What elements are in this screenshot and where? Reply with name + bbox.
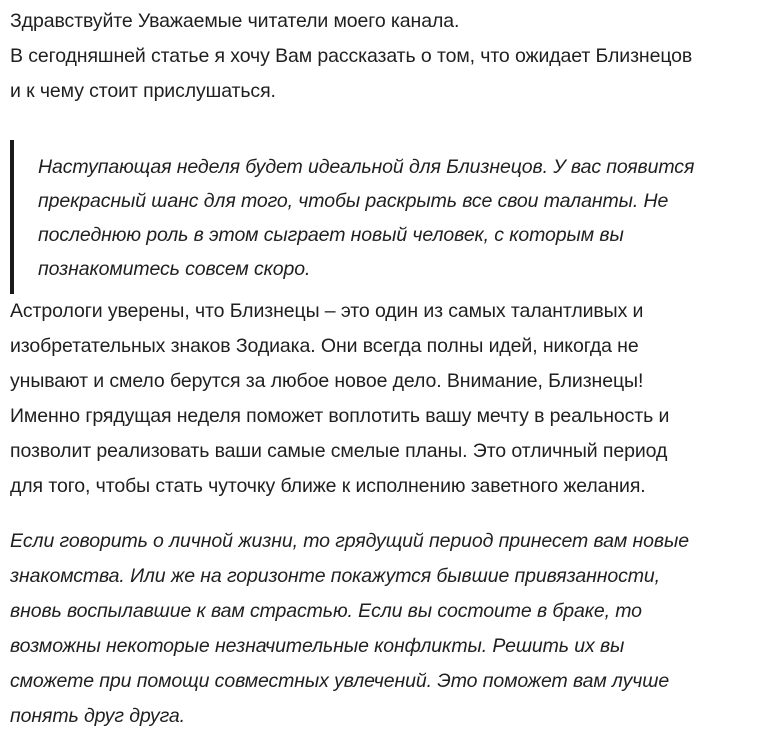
text-line: знакомства. Или же на горизонте покажутся бывшие привязанности, bbox=[10, 565, 660, 587]
paragraph-astrologers bbox=[10, 294, 770, 504]
text-line: Здравствуйте Уважаемые читатели моего канала. bbox=[10, 10, 460, 32]
intro-paragraph bbox=[10, 4, 770, 109]
text-line: унывают и смело берутся за любое новое дело. Внимание, Близнецы! bbox=[10, 370, 644, 392]
text-line: для того, чтобы стать чуточку ближе к исполнению заветного желания. bbox=[10, 475, 646, 497]
text-line: позволит реализовать ваши самые смелые планы. Это отличный период bbox=[10, 440, 668, 462]
text-line: изобретательных знаков Зодиака. Они всегда полны идей, никогда не bbox=[10, 335, 639, 357]
blockquote bbox=[10, 140, 770, 286]
article-body bbox=[10, 0, 770, 734]
text-line: Именно грядущая неделя поможет воплотить вашу мечту в реальность и bbox=[10, 405, 670, 427]
text-line: Если говорить о личной жизни, то грядущий период принесет вам новые bbox=[10, 530, 689, 552]
text-line: возможны некоторые незначительные конфликты. Решить их вы bbox=[10, 635, 625, 657]
text-line: вновь воспылавшие к вам страстью. Если вы состоите в браке, то bbox=[10, 600, 642, 622]
quote-bar bbox=[10, 140, 14, 294]
paragraph-personal-life bbox=[10, 524, 770, 734]
text-line: и к чему стоит прислушаться. bbox=[10, 80, 276, 102]
text-line: сможете при помощи совместных увлечений. Это поможет вам лучше bbox=[10, 670, 670, 692]
quote-line: познакомитесь совсем скоро. bbox=[38, 258, 311, 280]
quote-line: Наступающая неделя будет идеальной для Близнецов. У вас появится bbox=[38, 156, 695, 178]
text-line: Астрологи уверены, что Близнецы – это один из самых талантливых и bbox=[10, 300, 644, 322]
text-line: понять друг друга. bbox=[10, 705, 185, 727]
quote-line: прекрасный шанс для того, чтобы раскрыть все свои таланты. Не bbox=[38, 190, 669, 212]
quote-line: последнюю роль в этом сыграет новый человек, с которым вы bbox=[38, 224, 624, 246]
text-line: В сегодняшней статье я хочу Вам рассказать о том, что ожидает Близнецов bbox=[10, 45, 693, 67]
